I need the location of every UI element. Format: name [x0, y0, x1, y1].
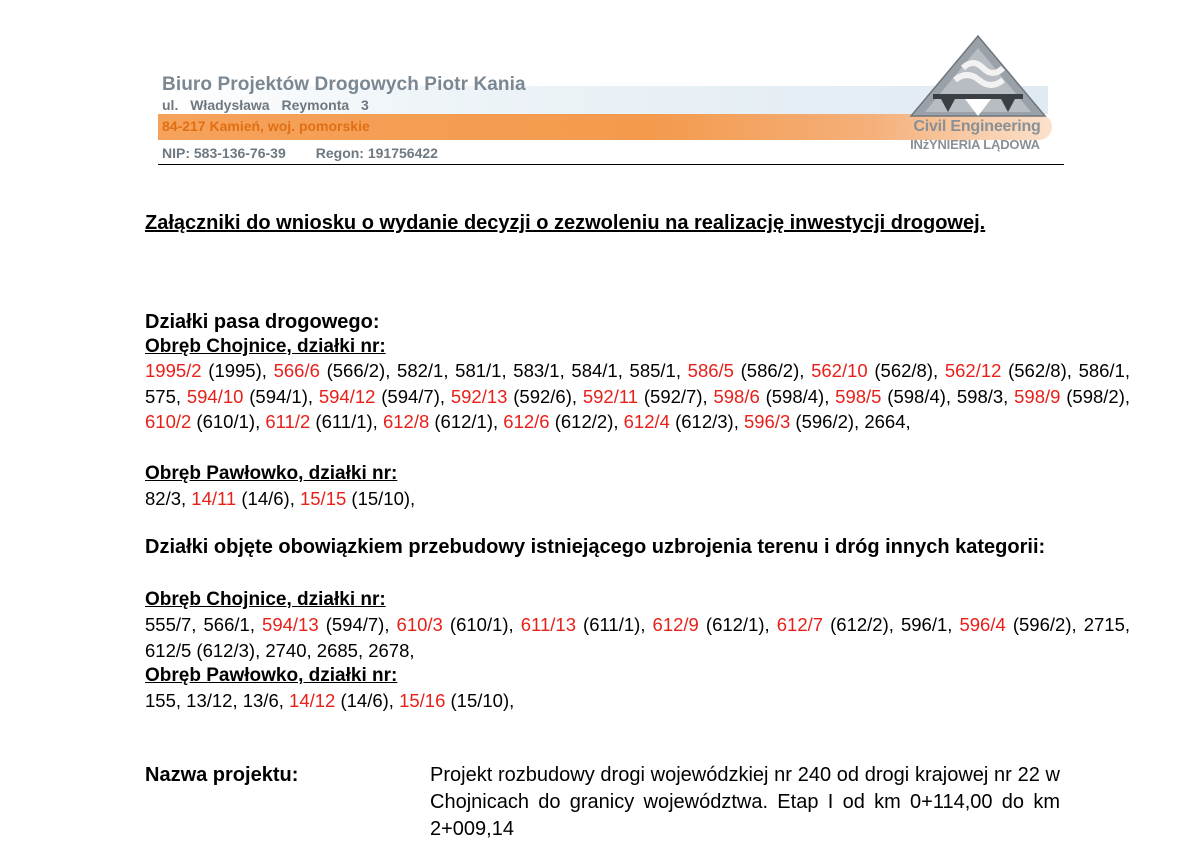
parcel-item: 594/13 (594/7), [262, 614, 390, 635]
parcel-number: 598/9 [1014, 385, 1061, 407]
parcel-number: 2740 [265, 639, 307, 661]
parcel-item: 583/1, [513, 360, 565, 381]
letterhead [158, 66, 1064, 166]
parcel-original: (594/1) [243, 385, 308, 407]
parcel-item: 14/11 (14/6), [191, 488, 295, 509]
parcel-item: 592/11 (592/7), [582, 385, 708, 407]
parcel-item: 612/5 (612/3), [145, 639, 261, 661]
parcel-item: 581/1, [455, 360, 507, 381]
parcel-number: 585/1 [629, 360, 676, 381]
parcel-number: 611/2 [265, 411, 311, 432]
parcel-item: 598/3, [956, 385, 1009, 407]
section1-heading: Działki pasa drogowego: [145, 311, 380, 333]
parcel-number: 2678 [368, 639, 410, 661]
parcel-original: (596/2) [1005, 614, 1072, 635]
parcel-item: 612/9 (612/1), [652, 614, 770, 635]
parcel-original: (1995) [201, 360, 262, 381]
parcel-number: 612/8 [382, 411, 430, 432]
parcel-item: 596/4 (596/2), [959, 614, 1077, 635]
parcel-item: 610/2 (610/1), [145, 411, 261, 432]
parcel-number: 586/5 [687, 360, 734, 381]
parcel-number: 581/1 [455, 360, 502, 381]
company-city: 84-217 Kamień, woj. pomorskie [162, 118, 370, 134]
parcel-number: 610/2 [145, 411, 192, 432]
parcel-item: 598/9 (598/2), [1014, 385, 1131, 407]
parcel-item: 566/6 (566/2), [273, 360, 391, 381]
parcel-original: (612/2) [549, 411, 614, 432]
parcel-item: 598/5 (598/4), [835, 385, 952, 407]
parcel-item: 612/7 (612/2), [776, 614, 894, 635]
parcel-original: (612/1) [429, 411, 494, 432]
parcel-item: 594/10 (594/1), [186, 385, 314, 407]
parcel-original: (566/2) [319, 360, 386, 381]
section2-group2-parcels [145, 688, 1130, 714]
parcel-original: (598/2) [1060, 385, 1125, 407]
parcel-item: 15/16 (15/10), [399, 690, 515, 711]
parcel-original: (611/1) [575, 614, 641, 635]
parcel-item: 575, [145, 385, 182, 407]
logo-text-pl: INżYNIERIA LĄDOWA [910, 137, 1040, 152]
parcel-original: (14/6) [236, 488, 290, 509]
parcel-item: 562/10 (562/8), [811, 360, 939, 381]
parcel-item: 13/12, [186, 690, 238, 711]
parcel-number: 2664 [864, 411, 906, 432]
parcel-number: 562/10 [811, 360, 868, 381]
section2-group2-label: Obręb Pawłowko, działki nr: [145, 665, 398, 686]
parcel-number: 15/16 [399, 690, 446, 711]
parcel-item: 2678, [368, 639, 415, 661]
parcel-item: 592/13 (592/6), [450, 385, 578, 407]
parcel-original: (612/2) [823, 614, 889, 635]
parcel-number: 594/13 [262, 614, 319, 635]
parcel-original: (592/6) [507, 385, 572, 407]
parcel-number: 598/6 [713, 385, 760, 407]
parcel-number: 15/15 [299, 488, 347, 509]
parcel-original: (611/1) [310, 411, 373, 432]
logo-triangle-icon [903, 32, 1053, 128]
parcel-item: 585/1, [629, 360, 681, 381]
parcel-number: 612/7 [776, 614, 824, 635]
parcel-original: (14/6) [335, 690, 389, 711]
parcel-item: 596/1, [900, 614, 953, 635]
parcel-item: 2715, [1083, 614, 1130, 635]
parcel-original: (594/7) [318, 614, 385, 635]
parcel-number: 583/1 [513, 360, 560, 381]
parcel-number: 584/1 [571, 360, 618, 381]
parcel-number: 2685 [316, 639, 358, 661]
project-name-text: Projekt rozbudowy drogi wojewódzkiej nr 240 od drogi krajowej nr 22 w Chojnicach do granicy województwa. Etap I od km 0+114,00 do km 2+009,14 [430, 764, 1060, 840]
parcel-number: 575 [145, 385, 176, 407]
parcel-number: 612/5 (612/3) [145, 639, 256, 661]
parcel-item: 611/13 (611/1), [520, 614, 646, 635]
parcel-number: 592/11 [582, 385, 639, 407]
parcel-number: 555/7 [145, 614, 192, 635]
parcel-item: 582/1, [397, 360, 449, 381]
parcel-number: 82/3 [145, 488, 182, 509]
parcel-original: (562/8) [867, 360, 933, 381]
parcel-number: 610/3 [396, 614, 443, 635]
parcel-number: 598/5 [835, 385, 882, 407]
parcel-number: 586/1 [1078, 360, 1125, 381]
parcel-item: 594/12 (594/7), [318, 385, 446, 407]
parcel-original: (594/7) [375, 385, 440, 407]
parcel-original: (598/4) [759, 385, 825, 407]
parcel-item: 586/5 (586/2), [687, 360, 805, 381]
parcel-item: 82/3, [145, 488, 187, 509]
section2-group1-label: Obręb Chojnice, działki nr: [145, 589, 386, 610]
company-regon: Regon: 191756422 [315, 145, 438, 161]
company-name: Biuro Projektów Drogowych Piotr Kania [162, 74, 526, 95]
parcel-number: 592/13 [450, 385, 508, 407]
parcel-number: 566/1 [203, 614, 250, 635]
parcel-number: 13/6 [242, 690, 279, 711]
parcel-item: 14/12 (14/6), [289, 690, 394, 711]
parcel-item: 612/8 (612/1), [382, 411, 499, 432]
parcel-original: (598/4) [881, 385, 946, 407]
parcel-original: (15/10) [346, 488, 411, 509]
parcel-number: 14/12 [289, 690, 336, 711]
parcel-item: 596/3 (596/2), [743, 411, 860, 432]
section2-heading: Działki objęte obowiązkiem przebudowy istniejącego uzbrojenia terenu i dróg innych kategorii: [145, 536, 1046, 558]
section1-group1-label: Obręb Chojnice, działki nr: [145, 336, 386, 357]
project-name-label: Nazwa projektu: [145, 764, 299, 786]
section2-group1-parcels [145, 612, 1130, 663]
parcel-number: 2715 [1083, 614, 1125, 635]
parcel-number: 611/13 [520, 614, 576, 635]
parcel-item: 586/1, [1078, 360, 1130, 381]
parcel-number: 13/12 [186, 690, 233, 711]
parcel-number: 596/3 [743, 411, 791, 432]
parcel-number: 1995/2 [145, 360, 202, 381]
parcel-original: (610/1) [191, 411, 256, 432]
document-title: Załączniki do wniosku o wydanie decyzji o zezwoleniu na realizację inwestycji drogowej. [145, 212, 986, 234]
parcel-item: 612/6 (612/2), [503, 411, 619, 432]
section1-group2-parcels [145, 486, 1130, 512]
parcel-item: 13/6, [242, 690, 284, 711]
parcel-item: 15/15 (15/10), [299, 488, 416, 509]
parcel-number: 598/3 [956, 385, 1004, 407]
parcel-number: 596/1 [900, 614, 948, 635]
parcel-number: 582/1 [397, 360, 444, 381]
parcel-item: 562/12 (562/8), [944, 360, 1072, 381]
parcel-item: 1995/2 (1995), [145, 360, 267, 381]
parcel-number: 612/6 [503, 411, 550, 432]
parcel-original: (610/1) [442, 614, 509, 635]
parcel-original: (15/10) [445, 690, 510, 711]
company-nip: NIP: 583-136-76-39 [162, 145, 286, 161]
parcel-original: (592/7) [638, 385, 703, 407]
parcel-number: 562/12 [944, 360, 1002, 381]
parcel-item: 584/1, [571, 360, 623, 381]
parcel-number: 566/6 [273, 360, 320, 381]
parcel-original: (596/2) [790, 411, 855, 432]
company-street: ul. Władysława Reymonta 3 [162, 97, 369, 113]
parcel-number: 612/4 [623, 411, 670, 432]
parcel-item: 598/6 (598/4), [713, 385, 830, 407]
parcel-original: (562/8) [1001, 360, 1067, 381]
parcel-original: (612/1) [698, 614, 765, 635]
parcel-number: 594/10 [186, 385, 244, 407]
parcel-item: 611/2 (611/1), [265, 411, 378, 432]
parcel-item: 612/4 (612/3), [623, 411, 739, 432]
parcel-item: 155, [145, 690, 182, 711]
parcel-item: 2685, [316, 639, 364, 661]
parcel-number: 596/4 [959, 614, 1006, 635]
parcel-item: 2664, [864, 411, 911, 432]
parcel-item: 2740, [265, 639, 312, 661]
parcel-number: 594/12 [318, 385, 376, 407]
letterhead-rule [158, 164, 1064, 165]
company-ids [162, 145, 438, 161]
civil-engineering-logo [903, 32, 1053, 164]
parcel-original: (586/2) [733, 360, 800, 381]
parcel-number: 14/11 [191, 488, 237, 509]
section1-group1-parcels [145, 358, 1130, 435]
parcel-original: (612/3) [669, 411, 734, 432]
parcel-item: 555/7, [145, 614, 197, 635]
parcel-item: 610/3 (610/1), [396, 614, 514, 635]
section1-group2-label: Obręb Pawłowko, działki nr: [145, 463, 398, 484]
parcel-item: 566/1, [203, 614, 255, 635]
logo-text-en: Civil Engineering [913, 118, 1041, 135]
parcel-number: 612/9 [652, 614, 699, 635]
parcel-number: 155 [145, 690, 176, 711]
